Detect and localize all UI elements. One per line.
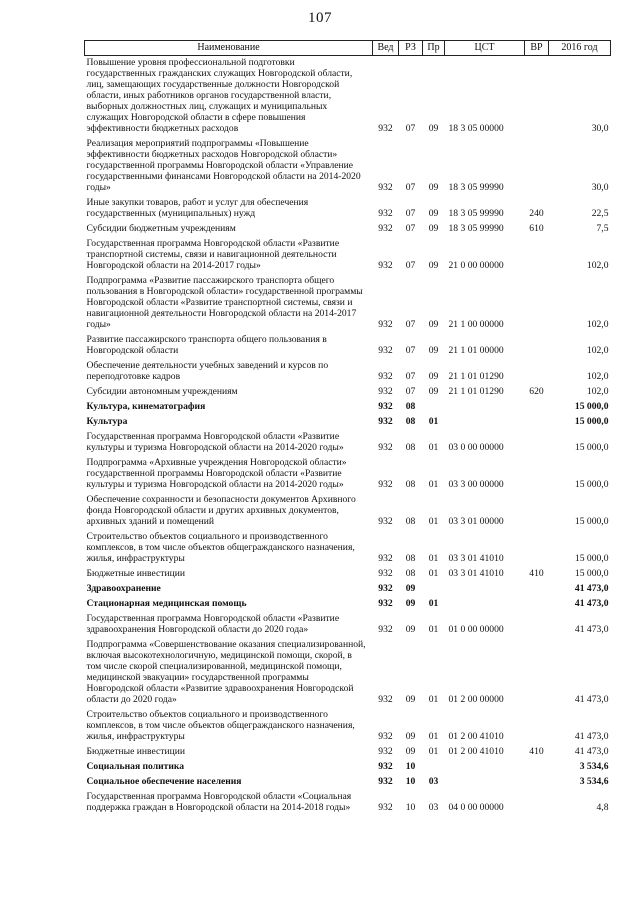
cell-ved: 932 <box>378 442 393 453</box>
cell-vr: 620 <box>529 386 544 397</box>
table-row <box>85 137 611 196</box>
cell-sum: 4,8 <box>596 802 609 813</box>
cell-pr: 09 <box>428 319 439 330</box>
cell-pr: 09 <box>428 182 439 193</box>
table-row <box>85 638 611 708</box>
cell-sum: 30,0 <box>591 182 609 193</box>
cell-vr <box>525 708 549 745</box>
table-row <box>85 775 611 790</box>
cell-ved: 932 <box>378 386 393 397</box>
cell-name: Субсидии автономным учреждениям <box>86 386 238 397</box>
cell-vr <box>525 359 549 385</box>
table-body <box>85 56 611 817</box>
table-row <box>85 493 611 530</box>
cell-rz: 08 <box>405 516 416 527</box>
cell-sum: 15 000,0 <box>574 516 609 527</box>
table-row <box>85 567 611 582</box>
cell-ved: 932 <box>378 553 393 564</box>
cell-name: Культура <box>86 416 128 427</box>
cell-cst: 18 3 05 99990 <box>448 182 504 193</box>
cell-rz: 08 <box>405 401 416 412</box>
cell-name: Социальное обеспечение населения <box>86 776 242 787</box>
cell-name: Бюджетные инвестиции <box>86 746 185 757</box>
cell-pr: 09 <box>428 260 439 271</box>
budget-sheet <box>84 40 610 816</box>
table-row <box>85 400 611 415</box>
table-row <box>85 530 611 567</box>
cell-rz: 08 <box>405 568 416 579</box>
cell-ved: 932 <box>378 746 393 757</box>
page-number: 107 <box>308 10 332 26</box>
cell-name: Бюджетные инвестиции <box>86 568 185 579</box>
cell-pr: 09 <box>428 223 439 234</box>
cell-rz: 09 <box>405 731 416 742</box>
cell-ved: 932 <box>378 182 393 193</box>
cell-pr: 01 <box>428 442 439 453</box>
cell-name: Подпрограмма «Совершенствование оказания специализированной, включая высокотехнологичную, медицинской помощи, скорой, в том числе скорой специализированной, медицинской помощи, медицинской эвакуации» государственной программы Новгородской области «Развитие здравоохранения Новгородской области до 2020 года» <box>86 639 366 705</box>
cell-vr <box>525 638 549 708</box>
cell-cst: 21 1 01 01290 <box>448 371 504 382</box>
cell-sum: 15 000,0 <box>574 553 609 564</box>
header-rz: РЗ <box>399 41 423 56</box>
cell-name: Субсидии бюджетным учреждениям <box>86 223 236 234</box>
cell-rz: 08 <box>405 442 416 453</box>
cell-ved: 932 <box>378 694 393 705</box>
table-row <box>85 222 611 237</box>
table-row <box>85 196 611 222</box>
cell-vr <box>525 415 549 430</box>
cell-vr <box>525 56 549 138</box>
cell-ved: 932 <box>378 319 393 330</box>
cell-sum: 41 473,0 <box>574 694 609 705</box>
cell-cst <box>445 400 525 415</box>
cell-pr: 01 <box>428 516 439 527</box>
cell-ved: 932 <box>378 123 393 134</box>
table-row <box>85 359 611 385</box>
header-vr: ВР <box>525 41 549 56</box>
cell-sum: 102,0 <box>586 345 609 356</box>
cell-ved: 932 <box>378 598 393 609</box>
cell-name: Государственная программа Новгородской области «Социальная поддержка граждан в Новгородской области на 2014-2018 годы» <box>86 791 352 813</box>
cell-rz: 10 <box>405 761 416 772</box>
cell-name: Иные закупки товаров, работ и услуг для обеспечения государственных (муниципальных) нужд <box>86 197 309 219</box>
header-ved: Вед <box>373 41 399 56</box>
cell-pr: 03 <box>428 802 439 813</box>
cell-pr: 01 <box>428 416 439 427</box>
table-row <box>85 582 611 597</box>
cell-ved: 932 <box>378 401 393 412</box>
cell-vr <box>525 612 549 638</box>
cell-sum: 15 000,0 <box>574 568 609 579</box>
cell-ved: 932 <box>378 761 393 772</box>
cell-vr <box>525 333 549 359</box>
cell-name: Здравоохранение <box>86 583 161 594</box>
cell-ved: 932 <box>378 776 393 787</box>
table-row <box>85 760 611 775</box>
cell-rz: 07 <box>405 123 416 134</box>
cell-sum: 3 534,6 <box>579 776 609 787</box>
cell-pr: 01 <box>428 553 439 564</box>
cell-sum: 3 534,6 <box>579 761 609 772</box>
cell-vr <box>525 274 549 333</box>
cell-ved: 932 <box>378 568 393 579</box>
header-name: Наименование <box>85 41 373 56</box>
cell-rz: 10 <box>405 802 416 813</box>
cell-rz: 07 <box>405 371 416 382</box>
cell-ved: 932 <box>378 624 393 635</box>
cell-vr <box>525 137 549 196</box>
cell-sum: 102,0 <box>586 371 609 382</box>
cell-vr <box>525 582 549 597</box>
cell-cst: 21 1 01 00000 <box>448 345 504 356</box>
cell-pr: 03 <box>428 776 439 787</box>
cell-cst: 01 0 00 00000 <box>448 624 504 635</box>
cell-ved: 932 <box>378 583 393 594</box>
cell-sum: 15 000,0 <box>574 416 609 427</box>
cell-rz: 07 <box>405 182 416 193</box>
header-cst: ЦСТ <box>445 41 525 56</box>
cell-ved: 932 <box>378 516 393 527</box>
cell-rz: 10 <box>405 776 416 787</box>
cell-cst: 01 2 00 00000 <box>448 694 504 705</box>
cell-cst <box>445 582 525 597</box>
cell-sum: 41 473,0 <box>574 624 609 635</box>
cell-sum: 30,0 <box>591 123 609 134</box>
cell-pr: 01 <box>428 598 439 609</box>
cell-cst: 03 0 00 00000 <box>448 442 504 453</box>
cell-cst: 21 1 00 00000 <box>448 319 504 330</box>
cell-vr: 410 <box>529 568 544 579</box>
cell-pr: 09 <box>428 371 439 382</box>
table-row <box>85 790 611 816</box>
cell-ved: 932 <box>378 802 393 813</box>
cell-vr <box>525 237 549 274</box>
table-row <box>85 597 611 612</box>
cell-rz: 07 <box>405 386 416 397</box>
cell-ved: 932 <box>378 208 393 219</box>
cell-name: Подпрограмма «Развитие пассажирского транспорта общего пользования в Новгородской области» государственной программы Новгородской области «Развитие транспортной системы, связи и навигационной деятельности Новгородской области на 2014-2017 годы» <box>86 275 363 330</box>
cell-sum: 41 473,0 <box>574 746 609 757</box>
cell-name: Государственная программа Новгородской области «Развитие здравоохранения Новгородской области до 2020 года» <box>86 613 340 635</box>
cell-sum: 102,0 <box>586 260 609 271</box>
table-row <box>85 430 611 456</box>
cell-name: Обеспечение деятельности учебных заведений и курсов по переподготовке кадров <box>86 360 329 382</box>
cell-ved: 932 <box>378 260 393 271</box>
cell-pr: 01 <box>428 624 439 635</box>
cell-cst: 21 1 01 01290 <box>448 386 504 397</box>
cell-sum: 41 473,0 <box>574 731 609 742</box>
cell-name: Обеспечение сохранности и безопасности документов Архивного фонда Новгородской области и других архивных документов, архивных зданий и помещений <box>86 494 356 527</box>
cell-sum: 22,5 <box>591 208 609 219</box>
cell-pr: 01 <box>428 568 439 579</box>
cell-name: Повышение уровня профессиональной подготовки государственных гражданских служащих Новгородской области, лиц, замещающих государственные должности Новгородской области, иных работников органов государственной власти, выборных должностных лиц, служащих и муниципальных служащих Новгородской области в сфере повышения эффективности бюджетных расходов <box>86 57 353 134</box>
table-row <box>85 456 611 493</box>
cell-sum: 41 473,0 <box>574 598 609 609</box>
cell-cst: 18 3 05 99990 <box>448 208 504 219</box>
cell-name: Строительство объектов социального и производственного комплексов, в том числе объектов общегражданского назначения, жилья, инфраструктуры <box>86 531 355 564</box>
cell-pr <box>423 760 445 775</box>
cell-ved: 932 <box>378 479 393 490</box>
cell-rz: 09 <box>405 598 416 609</box>
cell-name: Подпрограмма «Архивные учреждения Новгородской области» государственной программы Новгородской области «Развитие культуры и туризма Новгородской области на 2014-2020 годы» <box>86 457 347 490</box>
header-year: 2016 год <box>549 41 611 56</box>
cell-name: Развитие пассажирского транспорта общего пользования в Новгородской области <box>86 334 327 356</box>
cell-pr: 09 <box>428 386 439 397</box>
cell-rz: 07 <box>405 260 416 271</box>
cell-vr <box>525 775 549 790</box>
cell-vr <box>525 430 549 456</box>
cell-sum: 102,0 <box>586 319 609 330</box>
cell-name: Стационарная медицинская помощь <box>86 598 247 609</box>
cell-name: Строительство объектов социального и производственного комплексов, в том числе объектов общегражданского назначения, жилья, инфраструктуры <box>86 709 355 742</box>
cell-ved: 932 <box>378 731 393 742</box>
cell-cst: 04 0 00 00000 <box>448 802 504 813</box>
cell-sum: 102,0 <box>586 386 609 397</box>
cell-cst: 01 2 00 41010 <box>448 746 504 757</box>
cell-pr: 01 <box>428 731 439 742</box>
cell-name: Государственная программа Новгородской области «Развитие культуры и туризма Новгородской области на 2014-2020 годы» <box>86 431 344 453</box>
cell-name: Реализация мероприятий подпрограммы «Повышение эффективности бюджетных расходов Новгородской области» государственной программы Новгородской области «Управление государственными финансами Новгородской области на 2014-2020 годы» <box>86 138 361 193</box>
cell-pr: 01 <box>428 694 439 705</box>
cell-sum: 15 000,0 <box>574 442 609 453</box>
cell-vr <box>525 456 549 493</box>
table-row <box>85 237 611 274</box>
cell-vr: 240 <box>529 208 544 219</box>
cell-vr <box>525 597 549 612</box>
cell-rz: 07 <box>405 223 416 234</box>
cell-pr: 01 <box>428 746 439 757</box>
cell-pr <box>423 582 445 597</box>
cell-cst: 01 2 00 41010 <box>448 731 504 742</box>
cell-cst <box>445 597 525 612</box>
cell-vr <box>525 790 549 816</box>
cell-rz: 08 <box>405 416 416 427</box>
table-row <box>85 385 611 400</box>
cell-cst: 03 3 01 00000 <box>448 516 504 527</box>
cell-name: Социальная политика <box>86 761 185 772</box>
cell-ved: 932 <box>378 345 393 356</box>
table-row <box>85 56 611 138</box>
cell-vr <box>525 760 549 775</box>
cell-cst <box>445 760 525 775</box>
table-row <box>85 333 611 359</box>
cell-ved: 932 <box>378 371 393 382</box>
cell-vr: 410 <box>529 746 544 757</box>
cell-pr: 01 <box>428 479 439 490</box>
cell-vr <box>525 530 549 567</box>
table-row <box>85 274 611 333</box>
cell-cst: 18 3 05 99990 <box>448 223 504 234</box>
cell-rz: 09 <box>405 624 416 635</box>
table-row <box>85 708 611 745</box>
cell-rz: 09 <box>405 694 416 705</box>
cell-pr <box>423 400 445 415</box>
cell-vr: 610 <box>529 223 544 234</box>
cell-cst <box>445 415 525 430</box>
cell-cst: 21 0 00 00000 <box>448 260 504 271</box>
cell-cst: 18 3 05 00000 <box>448 123 504 134</box>
cell-cst: 03 3 00 00000 <box>448 479 504 490</box>
table-row <box>85 612 611 638</box>
cell-rz: 08 <box>405 553 416 564</box>
cell-sum: 15 000,0 <box>574 401 609 412</box>
cell-rz: 08 <box>405 479 416 490</box>
table-row <box>85 415 611 430</box>
cell-cst: 03 3 01 41010 <box>448 568 504 579</box>
cell-rz: 07 <box>405 345 416 356</box>
cell-rz: 09 <box>405 583 416 594</box>
cell-cst <box>445 775 525 790</box>
cell-sum: 15 000,0 <box>574 479 609 490</box>
cell-pr: 09 <box>428 123 439 134</box>
cell-ved: 932 <box>378 223 393 234</box>
cell-cst: 03 3 01 41010 <box>448 553 504 564</box>
cell-sum: 41 473,0 <box>574 583 609 594</box>
cell-vr <box>525 400 549 415</box>
cell-rz: 07 <box>405 208 416 219</box>
cell-ved: 932 <box>378 416 393 427</box>
header-pr: Пр <box>423 41 445 56</box>
table-header <box>85 41 611 56</box>
cell-pr: 09 <box>428 345 439 356</box>
cell-vr <box>525 493 549 530</box>
budget-table <box>84 40 611 816</box>
cell-rz: 07 <box>405 319 416 330</box>
cell-sum: 7,5 <box>596 223 609 234</box>
cell-name: Культура, кинематография <box>86 401 206 412</box>
table-row <box>85 745 611 760</box>
cell-rz: 09 <box>405 746 416 757</box>
cell-pr: 09 <box>428 208 439 219</box>
cell-name: Государственная программа Новгородской области «Развитие транспортной системы, связи и навигационной деятельности Новгородской области на 2014-2017 годы» <box>86 238 340 271</box>
